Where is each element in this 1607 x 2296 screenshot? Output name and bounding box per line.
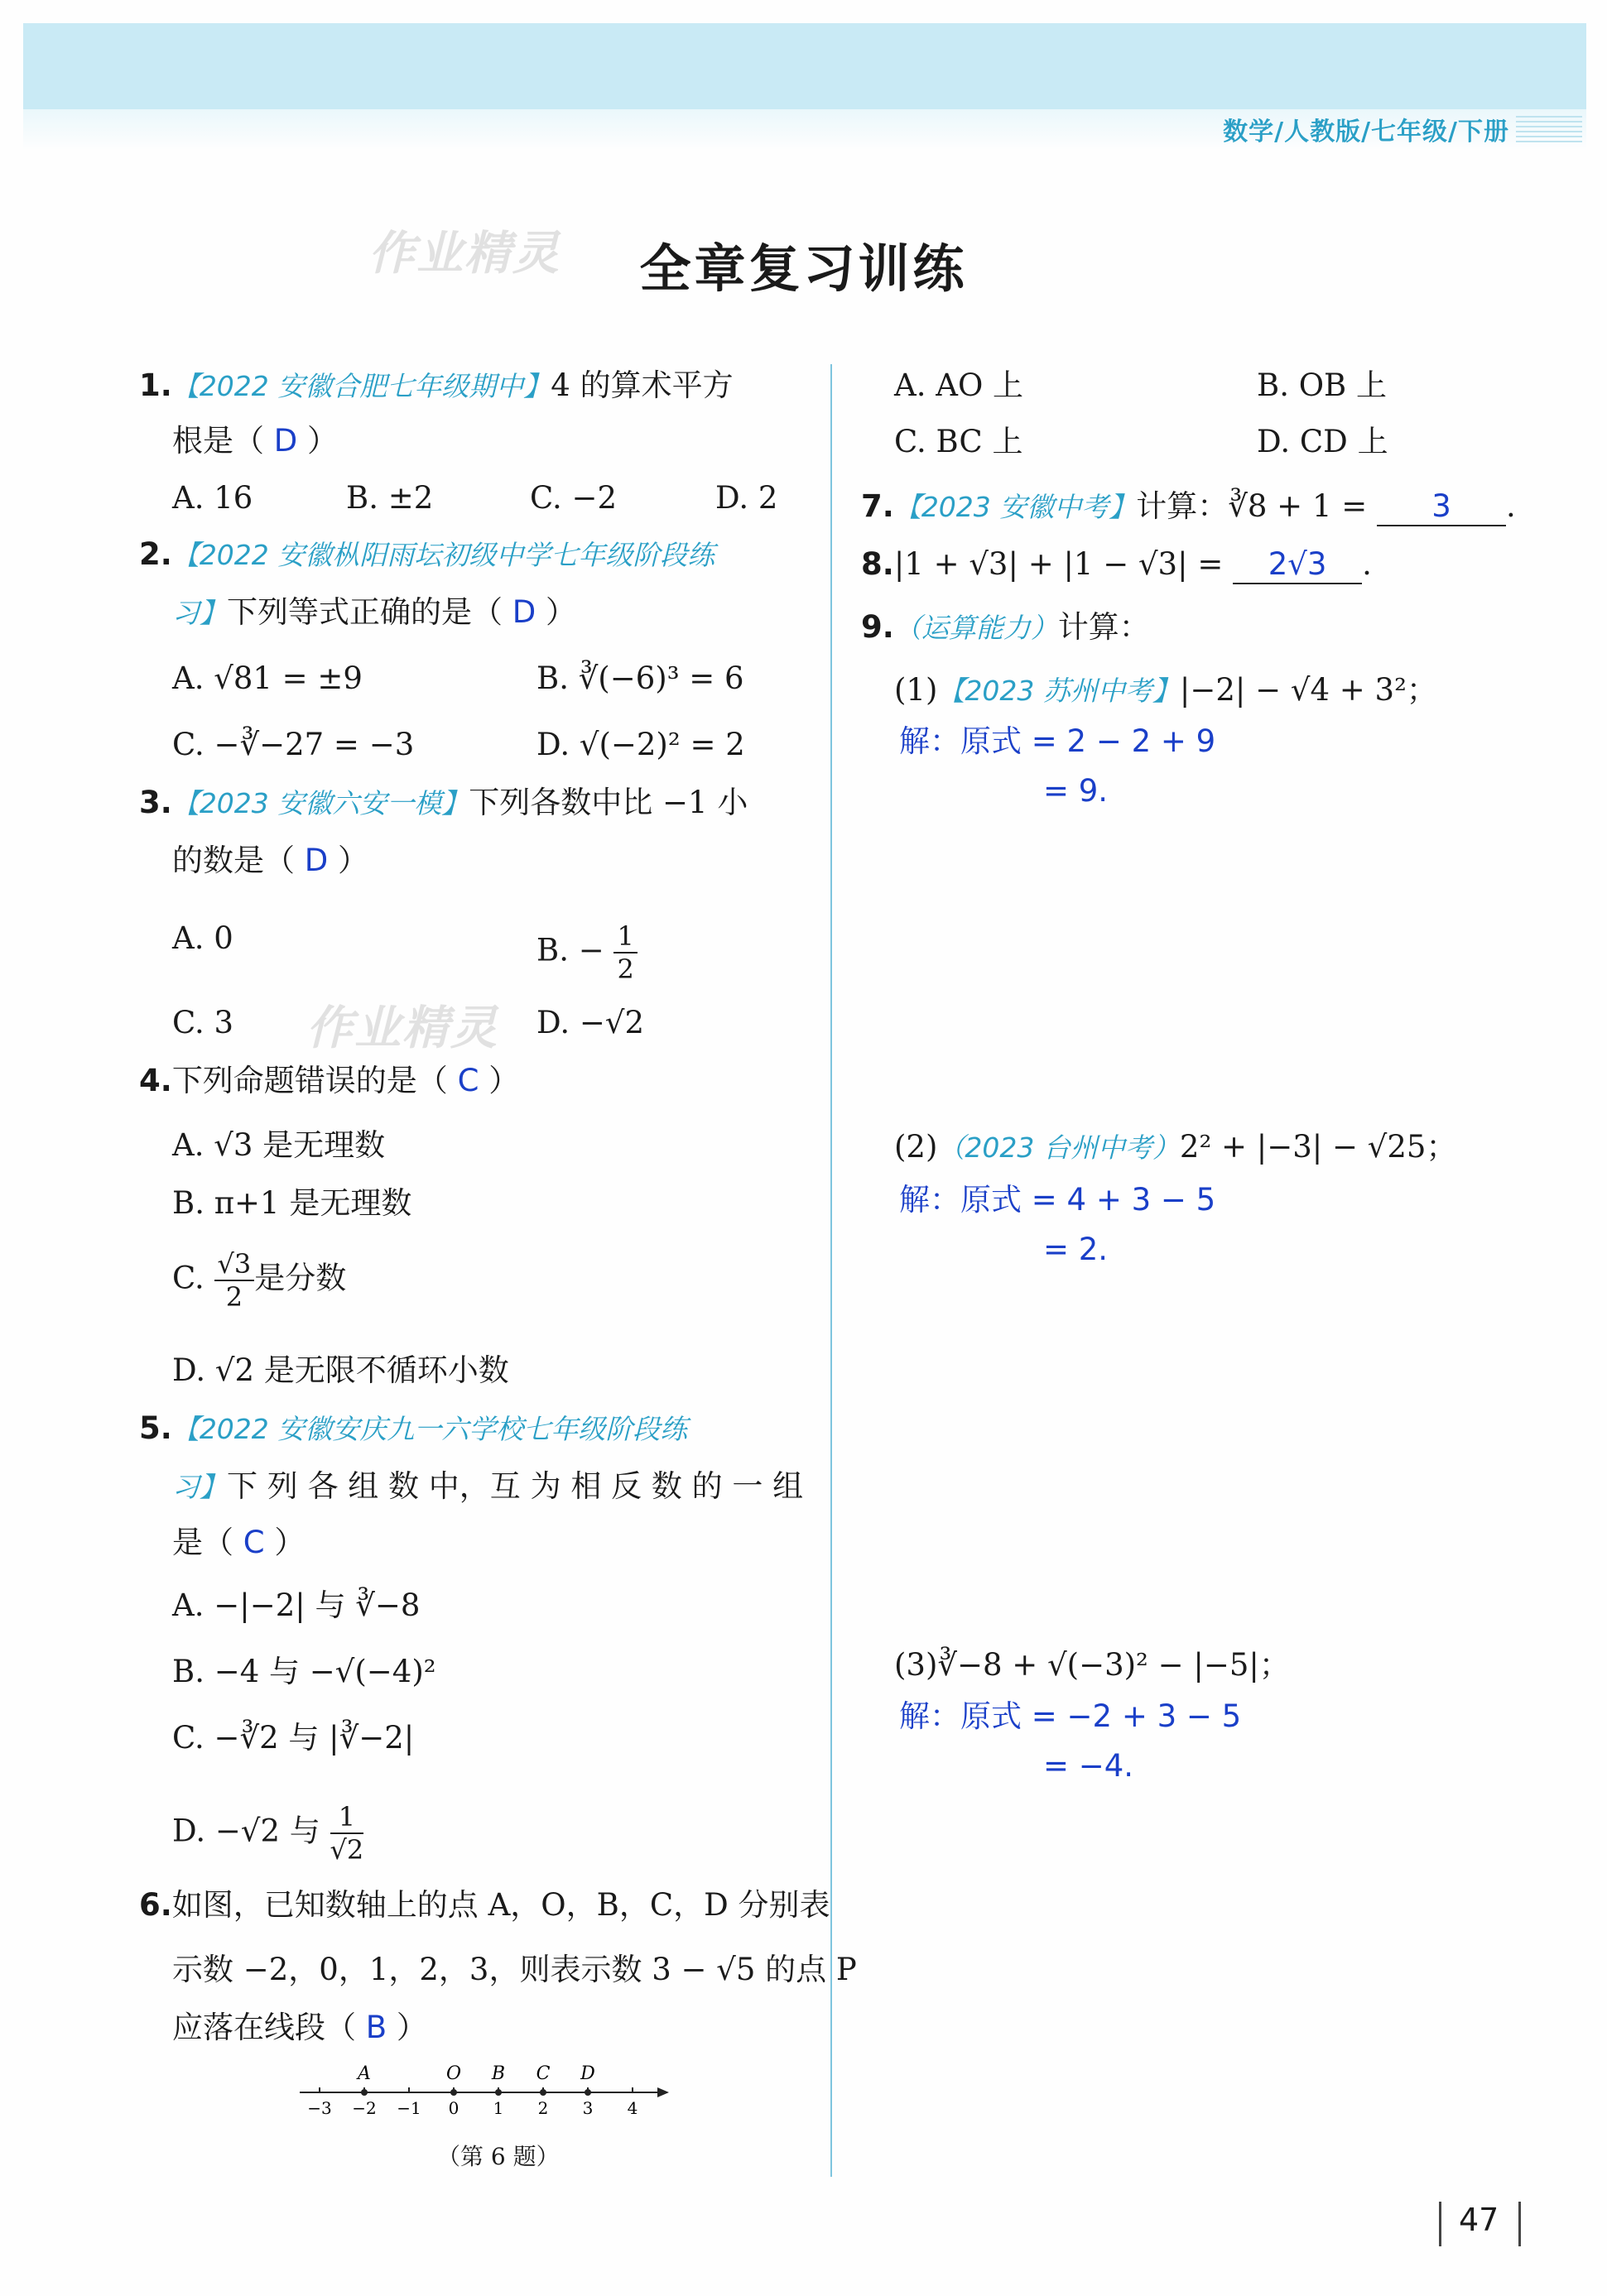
option-a: A. 0 bbox=[172, 920, 233, 956]
answer-blank: 3 bbox=[1377, 488, 1506, 526]
question-number: 1. bbox=[139, 367, 172, 403]
source-tag: 【2022 安徽安庆九一六学校七年级阶段练 bbox=[171, 1413, 688, 1445]
solution-line: = 9. bbox=[1043, 773, 1109, 809]
solution-line: = −4. bbox=[1043, 1748, 1134, 1784]
question-text: ） bbox=[274, 1525, 306, 1560]
axis-point-label: A bbox=[358, 2063, 371, 2084]
expression: ∛−8 + √(−3)² − |−5|； bbox=[937, 1647, 1290, 1683]
question-number: 6. bbox=[139, 1887, 172, 1923]
axis-tick-label: −2 bbox=[352, 2098, 377, 2118]
question-text: 是（ bbox=[172, 1525, 233, 1560]
option-text: 是分数 bbox=[254, 1260, 347, 1296]
number-line-figure bbox=[290, 2059, 679, 2125]
figure-caption: （第 6 题） bbox=[437, 2143, 560, 2170]
source-tag: （2023 台州中考） bbox=[937, 1131, 1180, 1164]
option-b: B. π+1 是无理数 bbox=[172, 1185, 412, 1221]
question-2-line-1 bbox=[139, 536, 714, 574]
question-text: 如图，已知数轴上的点 A，O，B，C，D 分别表 bbox=[171, 1887, 830, 1923]
q6-option-c: C. BC 上 bbox=[894, 424, 1023, 459]
option-d: D. √(−2)² = 2 bbox=[536, 727, 745, 762]
axis-point-label: D bbox=[580, 2063, 595, 2084]
option-a: A. √81 = ±9 bbox=[172, 660, 363, 696]
option-c: C. 3 bbox=[172, 1005, 234, 1040]
answer: D bbox=[512, 594, 536, 630]
question-text: 下列命题错误的是（ bbox=[171, 1063, 448, 1098]
source-tag: 【2023 安徽六安一模】 bbox=[171, 787, 469, 819]
question-text: ） bbox=[338, 843, 369, 878]
solution-line: = 2. bbox=[1043, 1232, 1109, 1267]
q6-option-b: B. OB 上 bbox=[1257, 367, 1387, 403]
answer-blank: 2√3 bbox=[1233, 546, 1362, 584]
option-d bbox=[172, 1801, 363, 1866]
fraction bbox=[613, 920, 637, 985]
header-dots bbox=[1516, 116, 1582, 144]
question-6-line-1 bbox=[139, 1887, 830, 1924]
solution-line: 解：原式 = 2 − 2 + 9 bbox=[899, 723, 1216, 759]
option-b: B. ±2 bbox=[346, 480, 434, 516]
axis-point-label: B bbox=[491, 2063, 506, 2084]
question-text: 下 列 各 组 数 中，互 为 相 反 数 的 一 组 bbox=[227, 1468, 804, 1504]
question-4-line-1 bbox=[139, 1063, 519, 1099]
question-text: 计算：∛8 + 1 = bbox=[1136, 488, 1368, 524]
axis-point bbox=[495, 2089, 502, 2096]
source-tag: 【2022 安徽枞阳雨坛初级中学七年级阶段练 bbox=[171, 539, 715, 571]
page-number: 47 bbox=[1459, 2202, 1499, 2238]
question-text: ） bbox=[546, 594, 577, 630]
question-number: 3. bbox=[139, 785, 172, 820]
option-label: D. −√2 与 bbox=[172, 1813, 320, 1849]
column-divider bbox=[830, 364, 832, 2177]
answer: D bbox=[304, 843, 329, 878]
question-9-part-2 bbox=[894, 1129, 1456, 1166]
question-1-line-2 bbox=[172, 423, 338, 459]
question-2-line-2 bbox=[172, 594, 576, 632]
q6-option-a: A. AO 上 bbox=[894, 367, 1024, 403]
source-tag: （运算能力） bbox=[893, 612, 1058, 644]
axis-point bbox=[361, 2089, 368, 2096]
axis-point-label: C bbox=[536, 2063, 551, 2084]
option-a: A. 16 bbox=[172, 480, 253, 516]
option-d: D. √2 是无限不循环小数 bbox=[172, 1352, 509, 1388]
axis-tick-label: 1 bbox=[493, 2098, 504, 2118]
header-label: 数学/人教版/七年级/下册 bbox=[1223, 118, 1509, 147]
question-text: 应落在线段（ bbox=[172, 2010, 356, 2045]
part-label: (1) bbox=[894, 672, 938, 708]
question-text: ） bbox=[307, 423, 339, 459]
source-tag: 习】 bbox=[172, 1471, 227, 1503]
answer: D bbox=[273, 423, 298, 459]
question-number: 4. bbox=[139, 1063, 172, 1098]
axis-ticks bbox=[307, 2063, 638, 2118]
answer: C bbox=[457, 1063, 479, 1098]
question-text: ） bbox=[396, 2010, 427, 2045]
question-text: ） bbox=[488, 1063, 520, 1098]
question-text: 根是（ bbox=[172, 423, 264, 459]
question-1-line-1 bbox=[139, 367, 734, 405]
numerator: 1 bbox=[330, 1801, 364, 1834]
axis-tick-label: 4 bbox=[627, 2098, 638, 2118]
option-c: C. −∛2 与 |∛−2| bbox=[172, 1720, 415, 1756]
solution-line: 解：原式 = −2 + 3 − 5 bbox=[899, 1698, 1242, 1734]
question-number: 2. bbox=[139, 536, 172, 572]
option-b: B. ∛(−6)³ = 6 bbox=[536, 660, 744, 696]
expression: |−2| − √4 + 3²； bbox=[1179, 672, 1437, 708]
page-number-bar bbox=[1439, 2202, 1441, 2246]
part-label: (2) bbox=[894, 1129, 938, 1165]
option-d: D. 2 bbox=[715, 480, 778, 516]
source-tag: 【2023 苏州中考】 bbox=[937, 675, 1180, 707]
question-text: 的数是（ bbox=[172, 843, 295, 878]
part-label: (3) bbox=[894, 1647, 938, 1683]
watermark: 作业精灵 bbox=[306, 1001, 498, 1055]
option-c bbox=[172, 1248, 346, 1313]
axis-point-label: O bbox=[445, 2063, 462, 2084]
question-number: 8. bbox=[861, 546, 894, 582]
option-b: B. −4 与 −√(−4)² bbox=[172, 1654, 436, 1689]
question-text: 下列各数中比 −1 小 bbox=[469, 785, 748, 820]
question-3-line-1 bbox=[139, 785, 748, 822]
numerator: √3 bbox=[214, 1248, 255, 1281]
question-9 bbox=[861, 609, 1150, 646]
source-tag: 习】 bbox=[172, 597, 227, 629]
source-tag: 【2023 安徽中考】 bbox=[893, 491, 1137, 523]
question-text: 下列等式正确的是（ bbox=[227, 594, 503, 630]
watermark: 作业精灵 bbox=[368, 227, 561, 281]
option-d: D. −√2 bbox=[536, 1005, 644, 1040]
question-5-line-3 bbox=[172, 1525, 305, 1561]
denominator: √2 bbox=[330, 1834, 364, 1866]
option-label: B. − bbox=[536, 932, 604, 968]
header-band bbox=[23, 23, 1586, 109]
axis-point bbox=[450, 2089, 457, 2096]
question-5-line-2 bbox=[172, 1468, 803, 1506]
q6-option-d: D. CD 上 bbox=[1257, 424, 1388, 459]
axis-tick-label: −1 bbox=[397, 2098, 421, 2118]
question-3-line-2 bbox=[172, 843, 368, 879]
option-a: A. √3 是无理数 bbox=[172, 1127, 386, 1163]
axis-tick-label: 3 bbox=[582, 2098, 594, 2118]
question-text: 4 的算术平方 bbox=[551, 367, 734, 403]
question-number: 7. bbox=[861, 488, 894, 524]
page-title: 全章复习训练 bbox=[639, 238, 968, 299]
option-a: A. −|−2| 与 ∛−8 bbox=[172, 1588, 421, 1623]
axis-arrow bbox=[657, 2087, 669, 2097]
question-8: 8.|1 + √3| + |1 − √3| = 2√3 . bbox=[861, 546, 1372, 584]
question-7: 7.【2023 安徽中考】计算：∛8 + 1 = 3 . bbox=[861, 488, 1516, 526]
question-6-line-3 bbox=[172, 2010, 427, 2046]
question-number: 9. bbox=[861, 609, 894, 645]
option-b bbox=[536, 920, 638, 985]
fraction bbox=[330, 1801, 364, 1866]
axis-tick-label: 0 bbox=[448, 2098, 459, 2118]
option-c: C. −2 bbox=[530, 480, 618, 516]
question-5-line-1 bbox=[139, 1410, 687, 1448]
axis-tick-label: 2 bbox=[537, 2098, 549, 2118]
numerator: 1 bbox=[613, 920, 637, 953]
question-text: |1 + √3| + |1 − √3| = bbox=[893, 546, 1224, 582]
axis-point bbox=[585, 2089, 591, 2096]
question-number: 5. bbox=[139, 1410, 172, 1446]
page-number-bar bbox=[1518, 2202, 1521, 2246]
fraction bbox=[214, 1248, 255, 1313]
denominator: 2 bbox=[617, 953, 634, 985]
denominator: 2 bbox=[225, 1281, 243, 1313]
axis-point bbox=[540, 2089, 546, 2096]
axis-tick-label: −3 bbox=[307, 2098, 332, 2118]
answer: B bbox=[365, 2010, 387, 2045]
option-label: C. bbox=[172, 1260, 204, 1296]
expression: 2² + |−3| − √25； bbox=[1179, 1129, 1457, 1165]
question-9-part-3 bbox=[894, 1647, 1290, 1684]
question-6-line-2: 示数 −2，0，1，2，3，则表示数 3 − √5 的点 P bbox=[172, 1952, 857, 1987]
source-tag: 【2022 安徽合肥七年级期中】 bbox=[171, 370, 551, 402]
option-c: C. −∛−27 = −3 bbox=[172, 727, 415, 762]
solution-line: 解：原式 = 4 + 3 − 5 bbox=[899, 1182, 1216, 1218]
question-text: 计算： bbox=[1057, 609, 1150, 645]
question-9-part-1 bbox=[894, 672, 1437, 709]
answer: C bbox=[243, 1525, 265, 1560]
